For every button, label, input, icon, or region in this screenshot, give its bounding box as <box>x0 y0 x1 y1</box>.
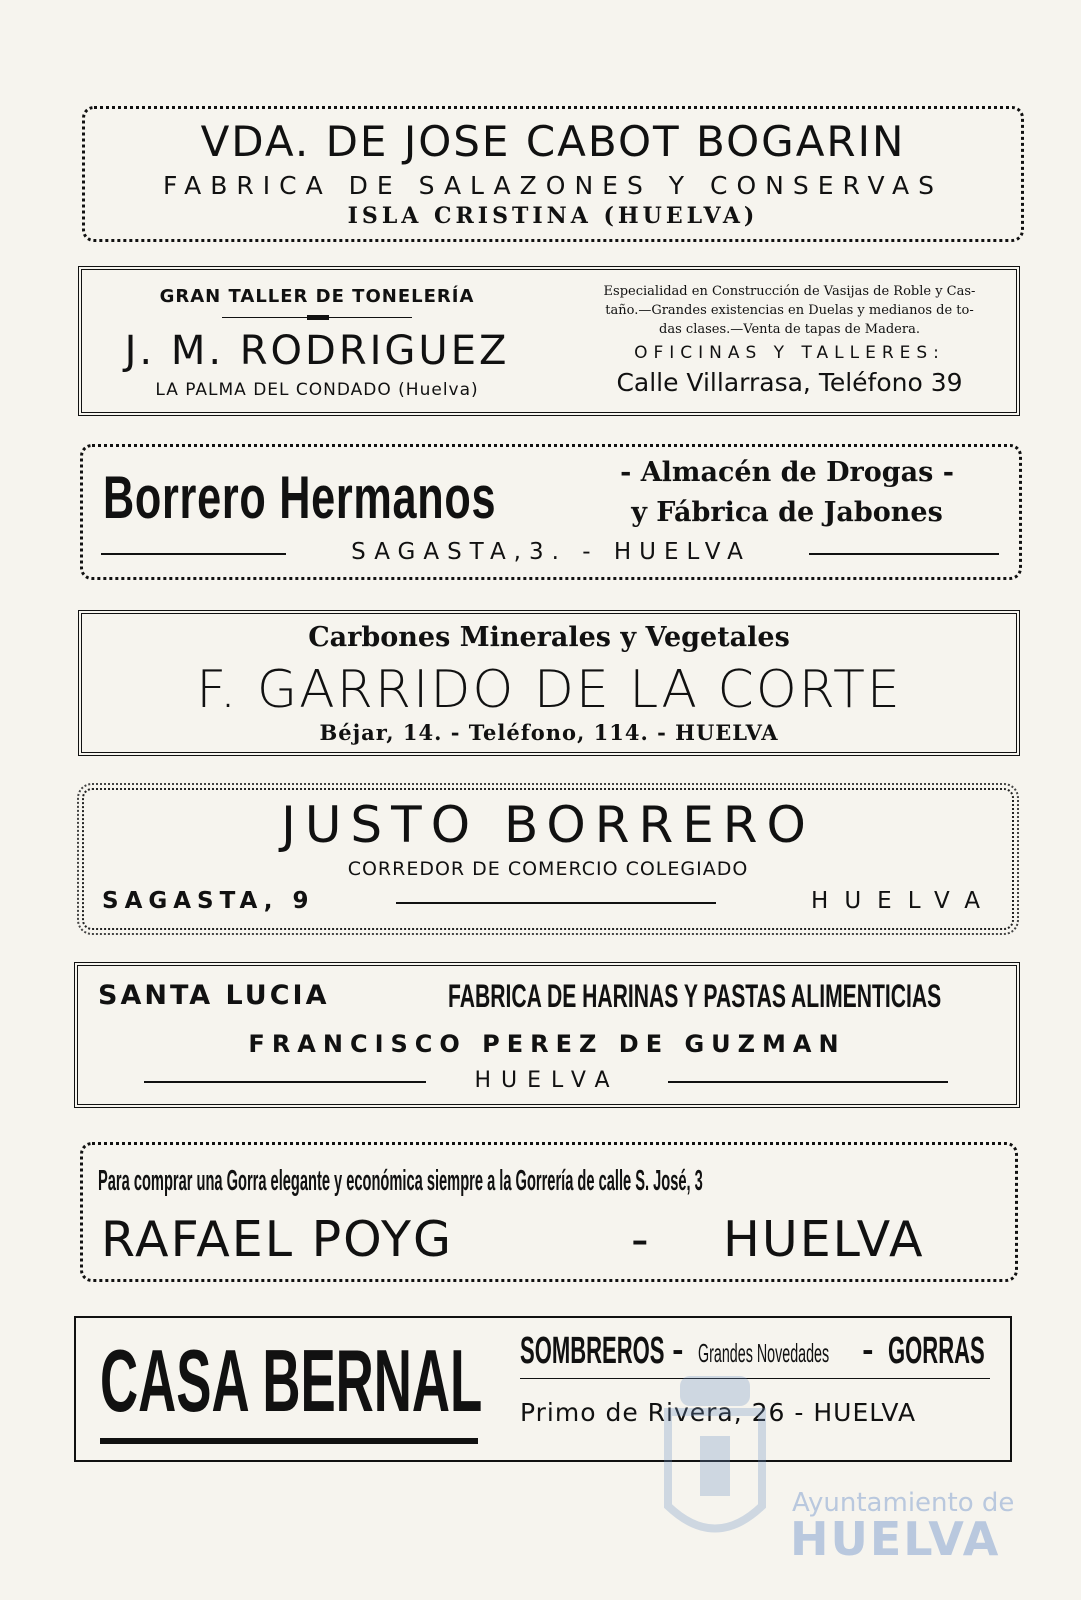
ad3-rule-right <box>809 553 999 555</box>
ad2-address: Calle Villarrasa, Teléfono 39 <box>616 368 963 397</box>
ad6-brand: SANTA LUCIA <box>98 980 330 1011</box>
ad8-name: CASA BERNAL <box>100 1331 483 1430</box>
ad8-sombreros: SOMBREROS <box>520 1330 665 1372</box>
ad7-city: HUELVA <box>723 1211 925 1268</box>
ad4-name: F. GARRIDO DE LA CORTE <box>196 660 902 720</box>
ad2-desc-line1: Especialidad en Construcción de Vasijas de Roble y Cas- <box>603 284 976 299</box>
ad5-street: SAGASTA, 9 <box>102 888 315 914</box>
ad2-desc-line2: taño.—Grandes existencias en Duelas y medianos de to- <box>605 303 974 318</box>
ad5-name: JUSTO BORRERO <box>281 796 815 854</box>
ad3-name: Borrero Hermanos <box>103 464 497 531</box>
ad1-business: FABRICA DE SALAZONES Y CONSERVAS <box>163 171 943 200</box>
ad-cabot-bogarin <box>82 106 1024 242</box>
ad6-rule-right <box>668 1081 948 1083</box>
ad1-name: VDA. DE JOSE CABOT BOGARIN <box>200 117 906 166</box>
ad2-desc-line3: das clases.—Venta de tapas de Madera. <box>659 322 920 337</box>
ad5-city: HUELVA <box>811 888 996 914</box>
ad-justo-borrero <box>82 788 1014 930</box>
ad-rodriguez-toneleria <box>78 266 1020 416</box>
ad7-name: RAFAEL POYG <box>101 1211 453 1268</box>
ad-borrero-hermanos <box>80 444 1022 580</box>
ad3-line1: - Almacén de Drogas - <box>620 457 954 488</box>
ad6-city: HUELVA <box>474 1068 620 1093</box>
ad2-location: LA PALMA DEL CONDADO (Huelva) <box>155 380 479 400</box>
ad3-address: SAGASTA,3. - HUELVA <box>351 539 751 565</box>
ad8-underline <box>100 1438 478 1444</box>
ad4-heading: Carbones Minerales y Vegetales <box>308 622 790 653</box>
ad8-sep1: - <box>672 1334 684 1367</box>
ad4-address: Béjar, 14. - Teléfono, 114. - HUELVA <box>319 720 779 745</box>
ad7-slogan: Para comprar una Gorra elegante y económica siempre a la Gorrería de calle S. José, 3 <box>98 1165 703 1197</box>
ad2-offices: OFICINAS Y TALLERES: <box>634 343 945 363</box>
watermark-crest-icon <box>660 1376 770 1556</box>
ad7-dash: - <box>631 1211 649 1268</box>
ad2-heading: GRAN TALLER DE TONELERÍA <box>159 286 475 307</box>
watermark-line1: Ayuntamiento de <box>792 1488 1015 1518</box>
ad3-line2: y Fábrica de Jabones <box>631 497 943 528</box>
ad6-business: FABRICA DE HARINAS Y PASTAS ALIMENTICIAS <box>448 978 942 1014</box>
ad1-location: ISLA CRISTINA (HUELVA) <box>347 203 759 229</box>
ad6-owner: FRANCISCO PEREZ DE GUZMAN <box>248 1030 846 1058</box>
watermark-line2: HUELVA <box>790 1512 1001 1566</box>
ad-casa-bernal <box>74 1316 1012 1462</box>
ad8-sep2: - <box>862 1334 874 1367</box>
ad2-name: J. M. RODRIGUEZ <box>124 328 510 374</box>
ad5-rule <box>396 902 716 904</box>
ad-santa-lucia <box>74 962 1020 1108</box>
ad5-title: CORREDOR DE COMERCIO COLEGIADO <box>347 858 749 880</box>
ad8-address: Primo de Rivera, 26 - HUELVA <box>520 1398 917 1427</box>
ad2-heading-rule-mark <box>307 315 329 320</box>
ad-garrido-de-la-corte <box>78 610 1020 756</box>
ad8-novedades: Grandes Novedades <box>698 1338 830 1368</box>
ad-rafael-poyg <box>80 1142 1018 1282</box>
ad8-gorras: GORRAS <box>888 1330 985 1372</box>
